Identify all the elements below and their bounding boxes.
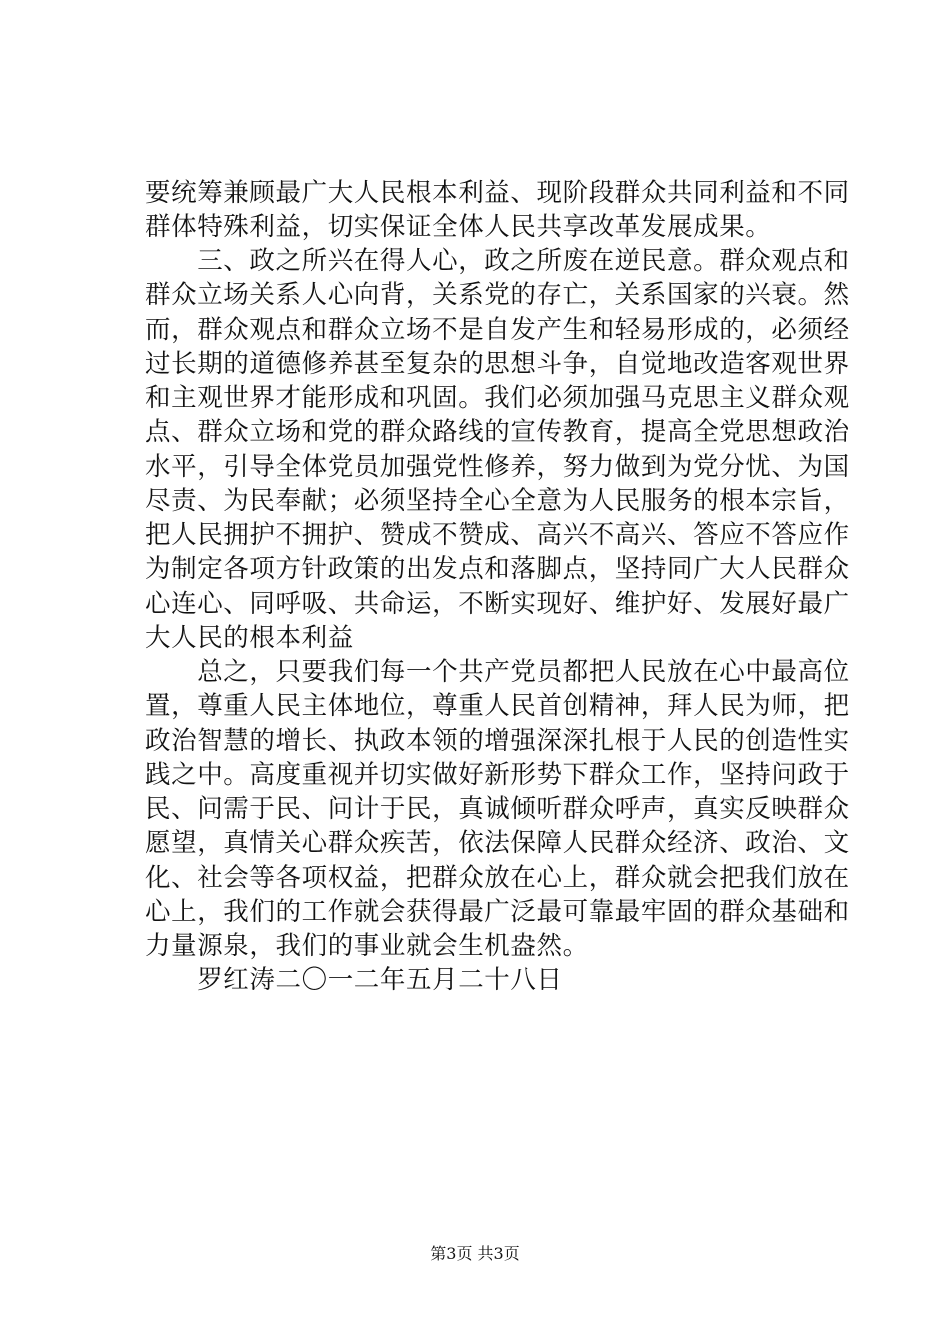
text-line: 心连心、同呼吸、共命运，不断实现好、维护好、发展好最广 — [145, 589, 850, 619]
text-line: 过长期的道德修养甚至复杂的思想斗争，自觉地改造客观世界 — [145, 349, 850, 379]
text-line: 群体特殊利益，切实保证全体人民共享改革发展成果。 — [145, 212, 772, 242]
text-line: 和主观世界才能形成和巩固。我们必须加强马克思主义群众观 — [145, 383, 850, 413]
text-line: 群众立场关系人心向背，关系党的存亡，关系国家的兴衰。然 — [145, 280, 850, 310]
text-line: 尽责、为民奉献；必须坚持全心全意为人民服务的根本宗旨， — [145, 486, 850, 516]
text-line: 心上，我们的工作就会获得最广泛最可靠最牢固的群众基础和 — [145, 897, 850, 927]
text-line: 践之中。高度重视并切实做好新形势下群众工作，坚持问政于 — [145, 760, 850, 790]
text-line: 把人民拥护不拥护、赞成不赞成、高兴不高兴、答应不答应作 — [145, 520, 850, 550]
text-line: 民、问需于民、问计于民，真诚倾听群众呼声，真实反映群众 — [145, 794, 850, 824]
text-line: 总之，只要我们每一个共产党员都把人民放在心中最高位 — [145, 657, 850, 687]
text-line: 而，群众观点和群众立场不是自发产生和轻易形成的，必须经 — [145, 315, 850, 345]
page-number-footer: 第3页 共3页 — [430, 1244, 520, 1263]
text-line: 愿望，真情关心群众疾苦，依法保障人民群众经济、政治、文 — [145, 828, 850, 858]
text-line: 水平，引导全体党员加强党性修养，努力做到为党分忧、为国 — [145, 452, 850, 482]
text-line: 点、群众立场和党的群众路线的宣传教育，提高全党思想政治 — [145, 417, 850, 447]
text-line: 化、社会等各项权益，把群众放在心上，群众就会把我们放在 — [145, 863, 850, 893]
text-line: 政治智慧的增长、执政本领的增强深深扎根于人民的创造性实 — [145, 726, 850, 756]
text-line: 大人民的根本利益 — [145, 623, 354, 653]
text-line: 力量源泉，我们的事业就会生机盎然。 — [145, 931, 589, 961]
text-line: 为制定各项方针政策的出发点和落脚点，坚持同广大人民群众 — [145, 554, 850, 584]
text-line: 要统筹兼顾最广大人民根本利益、现阶段群众共同利益和不同 — [145, 178, 850, 208]
text-line: 三、政之所兴在得人心，政之所废在逆民意。群众观点和 — [145, 246, 850, 276]
text-line: 置，尊重人民主体地位，尊重人民首创精神，拜人民为师，把 — [145, 691, 850, 721]
text-line: 罗红涛二〇一二年五月二十八日 — [145, 965, 563, 995]
